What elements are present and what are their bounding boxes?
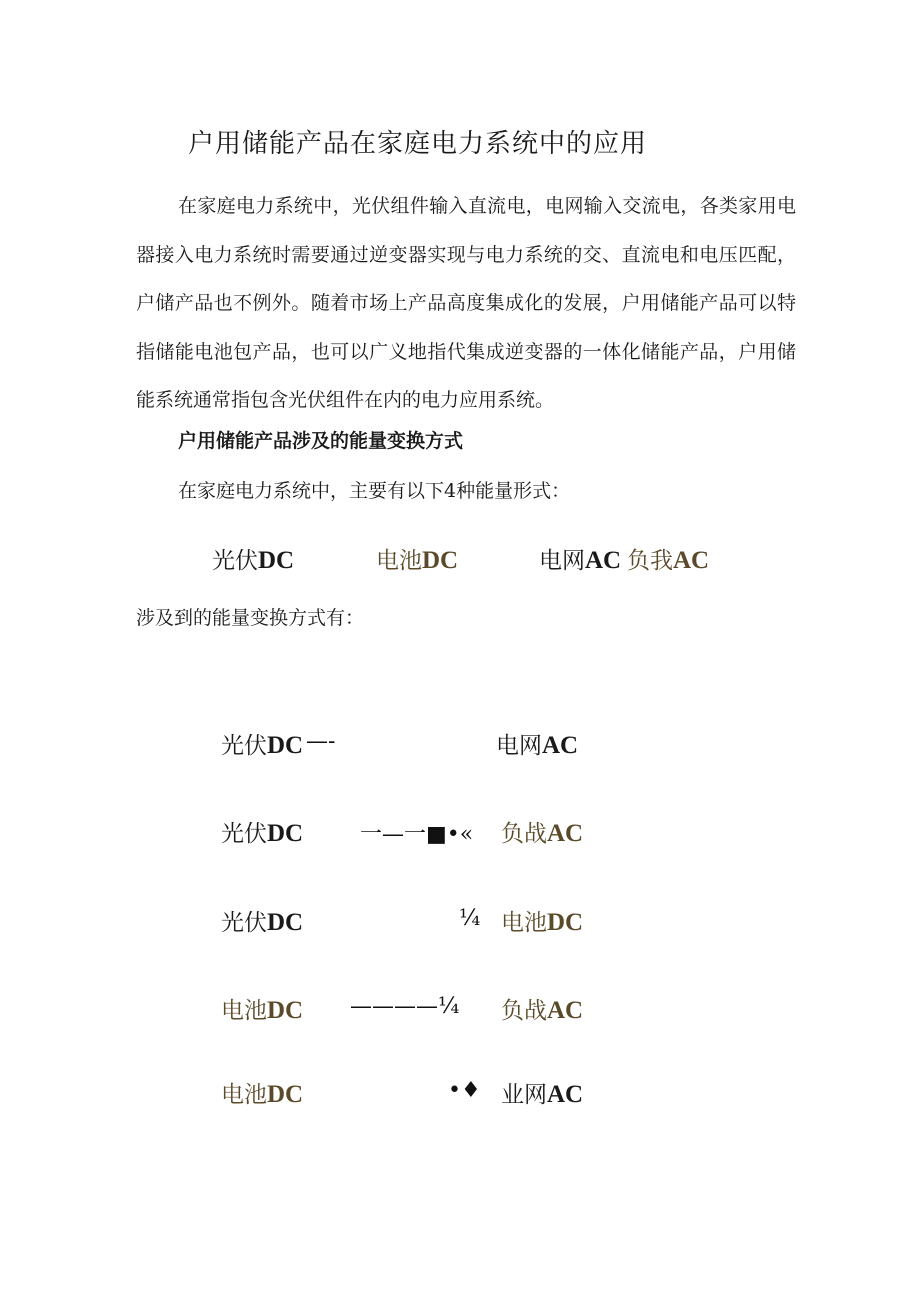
energy-form-load: 负我AC: [627, 547, 710, 574]
energy-form-grid: 电网AC: [539, 547, 622, 574]
conversion-source: 光伏DC: [221, 909, 304, 936]
conversion-target: 负战AC: [501, 820, 584, 847]
conversion-source: 电池DC: [221, 1081, 304, 1108]
conversion-connector: —-: [306, 729, 336, 754]
energy-forms-intro: 在家庭电力系统中，主要有以下4种能量形式：: [178, 480, 571, 502]
energy-form-pv: 光伏DC: [212, 547, 295, 574]
conversion-target: 负战AC: [501, 997, 584, 1024]
conversion-target: 电池DC: [501, 909, 584, 936]
energy-form-battery: 电池DC: [376, 547, 459, 574]
document-title: 户用储能产品在家庭电力系统中的应用: [188, 129, 648, 159]
conversion-source: 电池DC: [221, 997, 304, 1024]
conversion-connector: •♦: [448, 1078, 481, 1103]
conversion-target: 业网AC: [501, 1081, 584, 1108]
conversion-source: 光伏DC: [221, 732, 304, 759]
conversion-connector: ¼: [459, 906, 481, 931]
section-heading: 户用储能产品涉及的能量变换方式: [178, 430, 464, 452]
conversion-source: 光伏DC: [221, 820, 304, 847]
intro-paragraph: 在家庭电力系统中，光伏组件输入直流电，电网输入交流电，各类家用电器接入电力系统时需要通过逆变器实现与电力系统的交、直流电和电压匹配，户储产品也不例外。随着市场上产品高度集成化的发展，户用储能产品可以特指储能电池包产品，也可以广义地指代集成逆变器的一体化储能产品，户用储能系统通常指包含光伏组件在内的电力应用系统。: [136, 195, 796, 411]
conversions-label: 涉及到的能量变换方式有：: [136, 607, 365, 629]
conversion-target: 电网AC: [496, 732, 579, 759]
conversion-connector: ————¼: [350, 994, 460, 1019]
conversion-connector: 一—一■•«: [360, 822, 474, 847]
